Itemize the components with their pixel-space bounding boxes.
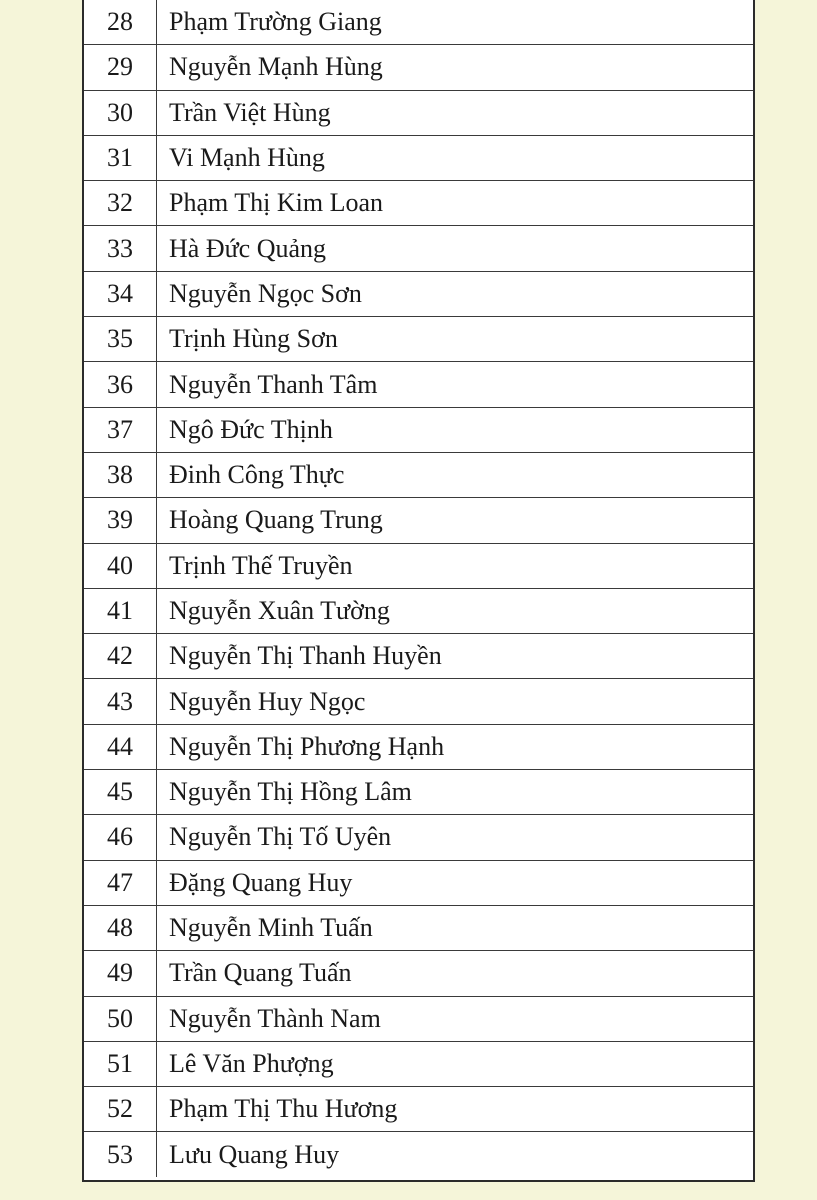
person-name: Nguyễn Thị Thanh Huyền bbox=[157, 634, 754, 679]
person-name: Trần Quang Tuấn bbox=[157, 951, 754, 996]
person-name: Ngô Đức Thịnh bbox=[157, 407, 754, 452]
person-name: Lê Văn Phượng bbox=[157, 1041, 754, 1086]
row-number: 35 bbox=[84, 317, 157, 362]
person-name: Nguyễn Thanh Tâm bbox=[157, 362, 754, 407]
table-row bbox=[84, 634, 753, 679]
row-number: 49 bbox=[84, 951, 157, 996]
table-row bbox=[84, 0, 753, 45]
table-row bbox=[84, 951, 753, 996]
table-row bbox=[84, 407, 753, 452]
person-name: Nguyễn Thị Hồng Lâm bbox=[157, 770, 754, 815]
table-row bbox=[84, 588, 753, 633]
table-row bbox=[84, 226, 753, 271]
table-row bbox=[84, 135, 753, 180]
table-row bbox=[84, 1132, 753, 1177]
row-number: 31 bbox=[84, 135, 157, 180]
row-number: 53 bbox=[84, 1132, 157, 1177]
row-number: 43 bbox=[84, 679, 157, 724]
person-name: Phạm Thị Thu Hương bbox=[157, 1087, 754, 1132]
table-row bbox=[84, 271, 753, 316]
person-name: Nguyễn Thị Phương Hạnh bbox=[157, 724, 754, 769]
row-number: 42 bbox=[84, 634, 157, 679]
person-name: Phạm Thị Kim Loan bbox=[157, 181, 754, 226]
table-row bbox=[84, 679, 753, 724]
table-row bbox=[84, 543, 753, 588]
row-number: 40 bbox=[84, 543, 157, 588]
name-table-body bbox=[84, 0, 753, 1177]
person-name: Nguyễn Thị Tố Uyên bbox=[157, 815, 754, 860]
row-number: 34 bbox=[84, 271, 157, 316]
person-name: Phạm Trường Giang bbox=[157, 0, 754, 45]
table-row bbox=[84, 181, 753, 226]
row-number: 29 bbox=[84, 45, 157, 90]
table-row bbox=[84, 317, 753, 362]
row-number: 44 bbox=[84, 724, 157, 769]
row-number: 52 bbox=[84, 1087, 157, 1132]
row-number: 30 bbox=[84, 90, 157, 135]
row-number: 32 bbox=[84, 181, 157, 226]
person-name: Trịnh Hùng Sơn bbox=[157, 317, 754, 362]
row-number: 51 bbox=[84, 1041, 157, 1086]
row-number: 41 bbox=[84, 588, 157, 633]
row-number: 38 bbox=[84, 452, 157, 497]
table-row bbox=[84, 815, 753, 860]
table-row bbox=[84, 1087, 753, 1132]
person-name: Trịnh Thế Truyền bbox=[157, 543, 754, 588]
person-name: Trần Việt Hùng bbox=[157, 90, 754, 135]
row-number: 50 bbox=[84, 996, 157, 1041]
name-list-sheet bbox=[82, 0, 755, 1182]
person-name: Đinh Công Thực bbox=[157, 452, 754, 497]
person-name: Nguyễn Huy Ngọc bbox=[157, 679, 754, 724]
person-name: Hoàng Quang Trung bbox=[157, 498, 754, 543]
row-number: 48 bbox=[84, 905, 157, 950]
person-name: Đặng Quang Huy bbox=[157, 860, 754, 905]
table-row bbox=[84, 90, 753, 135]
person-name: Nguyễn Xuân Tường bbox=[157, 588, 754, 633]
table-row bbox=[84, 1041, 753, 1086]
table-row bbox=[84, 362, 753, 407]
name-table bbox=[84, 0, 753, 1177]
table-row bbox=[84, 996, 753, 1041]
row-number: 28 bbox=[84, 0, 157, 45]
person-name: Nguyễn Ngọc Sơn bbox=[157, 271, 754, 316]
table-row bbox=[84, 860, 753, 905]
person-name: Vi Mạnh Hùng bbox=[157, 135, 754, 180]
person-name: Nguyễn Mạnh Hùng bbox=[157, 45, 754, 90]
row-number: 46 bbox=[84, 815, 157, 860]
row-number: 45 bbox=[84, 770, 157, 815]
table-row bbox=[84, 770, 753, 815]
person-name: Nguyễn Minh Tuấn bbox=[157, 905, 754, 950]
row-number: 33 bbox=[84, 226, 157, 271]
person-name: Hà Đức Quảng bbox=[157, 226, 754, 271]
table-row bbox=[84, 905, 753, 950]
table-row bbox=[84, 724, 753, 769]
table-row bbox=[84, 452, 753, 497]
row-number: 36 bbox=[84, 362, 157, 407]
table-row bbox=[84, 45, 753, 90]
person-name: Nguyễn Thành Nam bbox=[157, 996, 754, 1041]
table-row bbox=[84, 498, 753, 543]
row-number: 47 bbox=[84, 860, 157, 905]
row-number: 37 bbox=[84, 407, 157, 452]
row-number: 39 bbox=[84, 498, 157, 543]
person-name: Lưu Quang Huy bbox=[169, 1139, 340, 1169]
